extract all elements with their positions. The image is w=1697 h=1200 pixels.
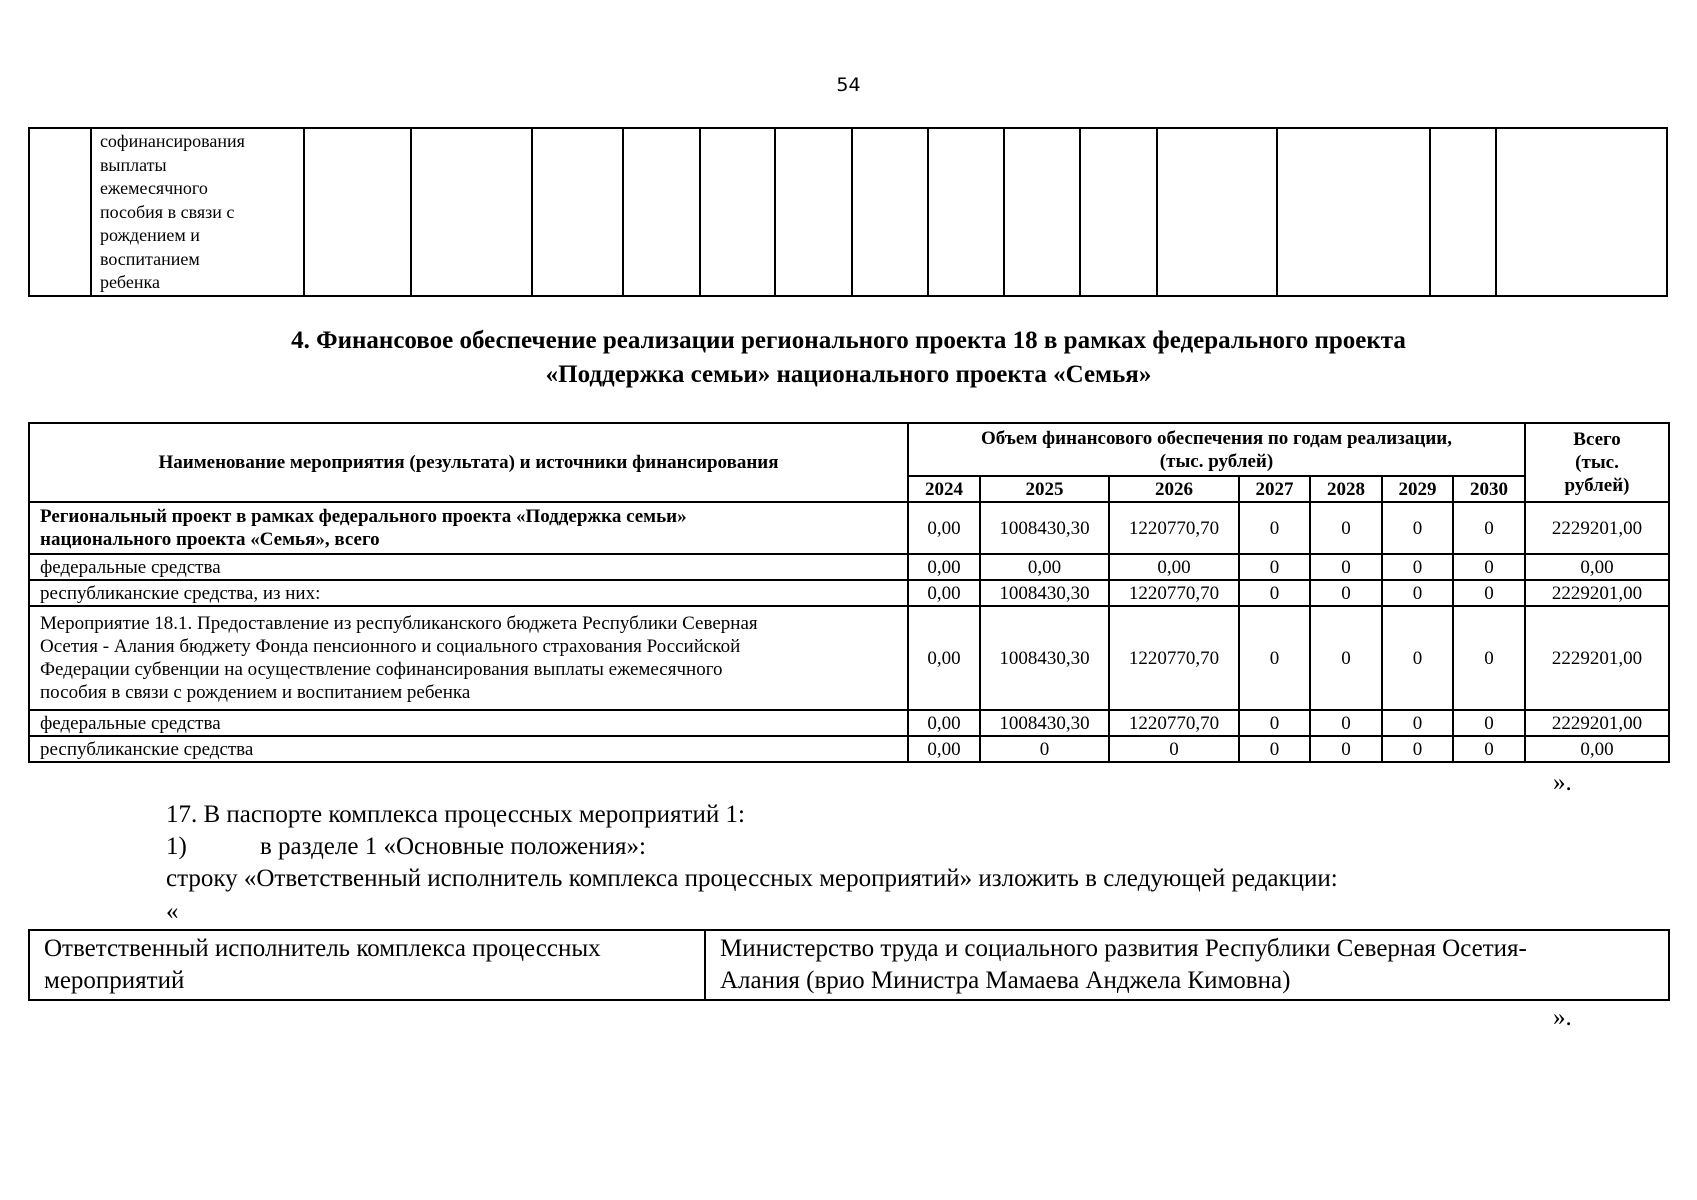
empty-cell xyxy=(532,128,623,296)
value-cell: 0 xyxy=(1239,710,1310,736)
value-cell: 0 xyxy=(1382,736,1453,762)
value-cell: 1220770,70 xyxy=(1109,580,1239,606)
total-cell: 2229201,00 xyxy=(1525,502,1669,554)
value-cell: 0 xyxy=(1310,554,1382,580)
executor-table xyxy=(28,929,1670,1001)
table-row xyxy=(29,580,1669,606)
subitem-number: 1) xyxy=(166,833,187,860)
finance-table xyxy=(28,422,1670,763)
empty-cell xyxy=(775,128,852,296)
table-row xyxy=(29,710,1669,736)
executor-value-line: Алания (врио Министра Мамаева Анджела Кимовна) xyxy=(720,967,1291,994)
row-name: республиканские средства xyxy=(29,736,908,762)
executor-label-line: Ответственный исполнитель комплекса процессных xyxy=(44,935,601,962)
value-cell: 0,00 xyxy=(908,710,980,736)
header-name: Наименование мероприятия (результата) и источники финансирования xyxy=(158,452,779,473)
empty-cell xyxy=(928,128,1005,296)
table-row xyxy=(29,502,1669,554)
header-total-cell xyxy=(1525,423,1669,502)
row-name-line: Федерации субвенции на осуществление софинансирования выплаты ежемесячного xyxy=(40,659,723,680)
empty-cell xyxy=(1157,128,1278,296)
value-cell: 0 xyxy=(980,736,1109,762)
row-name-cell xyxy=(29,606,908,710)
row-name-cell xyxy=(29,502,908,554)
continuation-line: рождением и xyxy=(99,225,200,245)
value-cell: 0 xyxy=(1453,502,1525,554)
value-cell: 0,00 xyxy=(908,580,980,606)
continuation-line: ребенка xyxy=(99,272,160,292)
header-total-line: (тыс. xyxy=(1575,452,1619,473)
empty-cell xyxy=(411,128,532,296)
year-header: 2028 xyxy=(1310,476,1382,502)
total-cell: 2229201,00 xyxy=(1525,580,1669,606)
continuation-line: воспитанием xyxy=(99,248,200,269)
table-row xyxy=(29,554,1669,580)
row-name-line: пособия в связи с рождением и воспитанием ребенка xyxy=(40,682,471,703)
value-cell: 0 xyxy=(1239,606,1310,710)
header-volume-cell xyxy=(908,423,1525,476)
row-name-line: Региональный проект в рамках федерального проекта «Поддержка семьи» xyxy=(40,506,687,527)
value-cell: 0,00 xyxy=(908,736,980,762)
row-name: федеральные средства xyxy=(29,710,908,736)
value-cell: 0,00 xyxy=(980,554,1109,580)
row-name-line: Мероприятие 18.1. Предоставление из республиканского бюджета Республики Северная xyxy=(40,613,758,634)
value-cell: 1220770,70 xyxy=(1109,710,1239,736)
value-cell: 0 xyxy=(1382,580,1453,606)
year-header: 2026 xyxy=(1109,476,1239,502)
total-cell: 2229201,00 xyxy=(1525,710,1669,736)
year-header: 2027 xyxy=(1239,476,1310,502)
executor-value-line: Министерство труда и социального развития Республики Северная Осетия- xyxy=(720,935,1527,962)
closing-quote: ». xyxy=(1553,1004,1572,1031)
value-cell: 0 xyxy=(1382,554,1453,580)
value-cell: 0 xyxy=(1310,502,1382,554)
empty-cell xyxy=(1277,128,1429,296)
value-cell: 0 xyxy=(1310,736,1382,762)
year-header: 2030 xyxy=(1453,476,1525,502)
year-header: 2024 xyxy=(908,476,980,502)
value-cell: 1220770,70 xyxy=(1109,606,1239,710)
continuation-text-cell xyxy=(91,128,304,296)
row-name-line: национального проекта «Семья», всего xyxy=(40,529,380,550)
value-cell: 0 xyxy=(1382,710,1453,736)
value-cell: 0 xyxy=(1453,606,1525,710)
header-total-line: рублей) xyxy=(1564,475,1630,496)
total-cell: 0,00 xyxy=(1525,554,1669,580)
value-cell: 1008430,30 xyxy=(980,502,1109,554)
header-volume-line: Объем финансового обеспечения по годам реализации, xyxy=(981,427,1452,449)
empty-cell xyxy=(1004,128,1080,296)
section-title-line-2: «Поддержка семьи» национального проекта «Семья» xyxy=(545,361,1152,388)
continuation-line: ежемесячного xyxy=(99,178,208,198)
value-cell: 0 xyxy=(1382,502,1453,554)
value-cell: 1008430,30 xyxy=(980,580,1109,606)
value-cell: 0 xyxy=(1239,502,1310,554)
value-cell: 0 xyxy=(1382,606,1453,710)
value-cell: 0 xyxy=(1453,736,1525,762)
empty-cell xyxy=(1430,128,1496,296)
value-cell: 0 xyxy=(1310,710,1382,736)
value-cell: 0 xyxy=(1239,736,1310,762)
section-title-line-1: 4. Финансовое обеспечение реализации регионального проекта 18 в рамках федерального проекта xyxy=(291,327,1406,354)
row-name-line: Осетия - Алания бюджету Фонда пенсионного и социального страхования Российской xyxy=(40,636,741,657)
row-name: республиканские средства, из них: xyxy=(29,580,908,606)
paragraph-item-17: 17. В паспорте комплекса процессных мероприятий 1: xyxy=(166,801,745,828)
empty-cell xyxy=(852,128,928,296)
year-header: 2029 xyxy=(1382,476,1453,502)
value-cell: 0 xyxy=(1310,606,1382,710)
continuation-line: пособия в связи с xyxy=(99,201,235,222)
value-cell: 0 xyxy=(1453,580,1525,606)
executor-value-cell xyxy=(705,930,1669,1000)
value-cell: 1220770,70 xyxy=(1109,502,1239,554)
header-total-line: Всего xyxy=(1573,429,1621,450)
total-cell: 2229201,00 xyxy=(1525,606,1669,710)
value-cell: 1008430,30 xyxy=(980,606,1109,710)
value-cell: 0 xyxy=(1453,710,1525,736)
executor-label-cell xyxy=(29,930,705,1000)
empty-cell xyxy=(304,128,411,296)
value-cell: 0,00 xyxy=(908,502,980,554)
empty-cell xyxy=(1080,128,1157,296)
header-volume-line: (тыс. рублей) xyxy=(1159,450,1274,472)
value-cell: 0,00 xyxy=(908,554,980,580)
paragraph-instruction: строку «Ответственный исполнитель комплекса процессных мероприятий» изложить в следующей редакции: xyxy=(166,865,1338,892)
value-cell: 0 xyxy=(1310,580,1382,606)
year-header: 2025 xyxy=(980,476,1109,502)
value-cell: 0 xyxy=(1239,554,1310,580)
value-cell: 0,00 xyxy=(1109,554,1239,580)
closing-quote: ». xyxy=(1553,769,1572,796)
empty-cell xyxy=(700,128,776,296)
subitem-text: в разделе 1 «Основные положения»: xyxy=(260,833,646,860)
page-number: 54 xyxy=(836,74,861,96)
opening-quote: « xyxy=(166,898,179,925)
value-cell: 0 xyxy=(1239,580,1310,606)
continuation-line: выплаты xyxy=(99,154,167,175)
value-cell: 0,00 xyxy=(908,606,980,710)
empty-cell xyxy=(29,128,91,296)
total-cell: 0,00 xyxy=(1525,736,1669,762)
value-cell: 0 xyxy=(1453,554,1525,580)
table-row xyxy=(29,736,1669,762)
header-name-cell xyxy=(29,423,908,502)
value-cell: 0 xyxy=(1109,736,1239,762)
continuation-line: софинансирования xyxy=(99,131,245,151)
table-row xyxy=(29,606,1669,710)
empty-cell xyxy=(1496,128,1667,296)
executor-label-line: мероприятий xyxy=(44,967,185,994)
row-name: федеральные средства xyxy=(29,554,908,580)
value-cell: 1008430,30 xyxy=(980,710,1109,736)
continuation-table xyxy=(28,127,1668,297)
empty-cell xyxy=(623,128,700,296)
